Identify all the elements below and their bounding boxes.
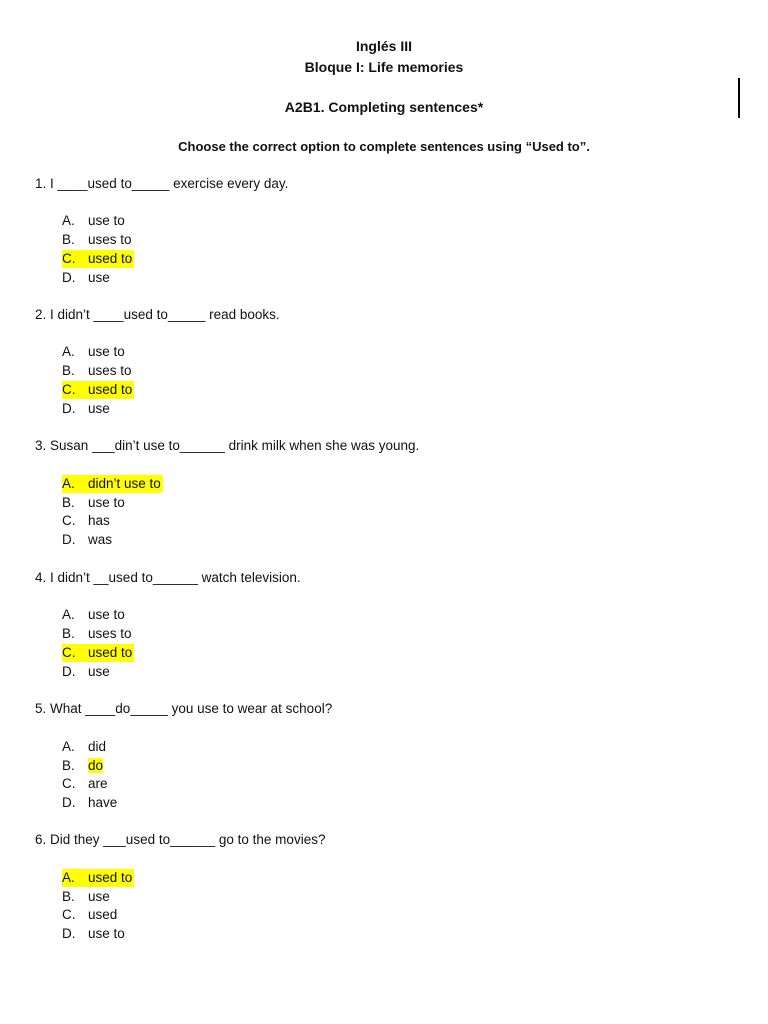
option-letter: D. xyxy=(62,664,76,679)
option-text: used xyxy=(88,907,118,922)
option-letter: D. xyxy=(62,401,76,416)
option-letter: A. xyxy=(62,607,75,622)
option-letter: C. xyxy=(62,776,76,791)
option-letter: A. xyxy=(62,213,75,228)
option-text: uses to xyxy=(88,626,132,641)
option-text: use xyxy=(88,270,110,285)
option-text: use xyxy=(88,889,110,904)
option-text: has xyxy=(88,513,110,528)
option-c-highlighted[interactable] xyxy=(62,644,134,662)
option-letter: D. xyxy=(62,795,76,810)
option-d[interactable] xyxy=(62,269,110,287)
option-text: are xyxy=(88,776,108,791)
option-text: used to xyxy=(88,382,133,397)
option-letter: D. xyxy=(62,926,76,941)
option-text: uses to xyxy=(88,363,132,378)
option-letter: C. xyxy=(62,382,76,397)
question-text: 1. I ____used to_____ exercise every day. xyxy=(35,176,289,191)
option-letter: D. xyxy=(62,532,76,547)
option-c-highlighted[interactable] xyxy=(62,250,134,268)
option-letter: B. xyxy=(62,232,75,247)
option-text: did xyxy=(88,739,107,754)
option-a[interactable] xyxy=(62,606,125,624)
instructions: Choose the correct option to complete sentences using “Used to”. xyxy=(178,139,590,154)
question-text: 6. Did they ___used to______ go to the movies? xyxy=(35,832,326,847)
option-text: used to xyxy=(88,251,133,266)
option-d[interactable] xyxy=(62,400,110,418)
option-letter: B. xyxy=(62,758,75,773)
option-c[interactable] xyxy=(62,775,108,793)
option-a-highlighted[interactable] xyxy=(62,869,134,887)
option-text: used to xyxy=(88,870,133,885)
option-letter: A. xyxy=(62,476,75,491)
option-text: use to xyxy=(88,607,125,622)
option-letter: B. xyxy=(62,889,75,904)
option-text: was xyxy=(88,532,113,547)
option-d[interactable] xyxy=(62,531,112,549)
option-b[interactable] xyxy=(62,625,132,643)
option-text: use to xyxy=(88,344,125,359)
option-letter: C. xyxy=(62,907,76,922)
option-c[interactable] xyxy=(62,512,110,530)
option-text: didn’t use to xyxy=(88,476,161,491)
option-letter: B. xyxy=(62,363,75,378)
option-letter: A. xyxy=(62,344,75,359)
option-c-highlighted[interactable] xyxy=(62,381,134,399)
option-text: use xyxy=(88,664,110,679)
option-d[interactable] xyxy=(62,794,117,812)
option-text: use xyxy=(88,401,110,416)
option-letter: D. xyxy=(62,270,76,285)
course-title: Inglés III xyxy=(355,38,412,54)
option-letter: A. xyxy=(62,870,75,885)
option-text: have xyxy=(88,795,118,810)
option-letter: B. xyxy=(62,495,75,510)
question-text: 5. What ____do_____ you use to wear at school? xyxy=(35,701,333,716)
option-text: use to xyxy=(88,495,125,510)
option-c[interactable] xyxy=(62,906,117,924)
option-b-highlighted[interactable] xyxy=(62,757,103,775)
text-cursor xyxy=(738,78,740,118)
option-letter: C. xyxy=(62,251,76,266)
option-letter: A. xyxy=(62,739,75,754)
option-letter: C. xyxy=(62,513,76,528)
option-text: used to xyxy=(88,645,133,660)
option-text: use to xyxy=(88,213,125,228)
option-a[interactable] xyxy=(62,212,125,230)
option-b[interactable] xyxy=(62,494,125,512)
question-text: 3. Susan ___din’t use to______ drink milk when she was young. xyxy=(35,438,420,453)
option-d[interactable] xyxy=(62,663,110,681)
option-a-highlighted[interactable] xyxy=(62,475,163,493)
option-text: use to xyxy=(88,926,125,941)
block-title: Bloque I: Life memories xyxy=(304,59,464,75)
activity-title: A2B1. Completing sentences* xyxy=(284,99,484,115)
question-text: 4. I didn’t __used to______ watch television. xyxy=(35,570,301,585)
option-a[interactable] xyxy=(62,343,125,361)
option-b[interactable] xyxy=(62,231,132,249)
option-text: uses to xyxy=(88,232,132,247)
option-d[interactable] xyxy=(62,925,125,943)
option-b[interactable] xyxy=(62,888,110,906)
question-text: 2. I didn’t ____used to_____ read books. xyxy=(35,307,280,322)
option-text: do xyxy=(88,758,104,773)
option-letter: C. xyxy=(62,645,76,660)
option-letter: B. xyxy=(62,626,75,641)
option-a[interactable] xyxy=(62,738,106,756)
option-b[interactable] xyxy=(62,362,132,380)
